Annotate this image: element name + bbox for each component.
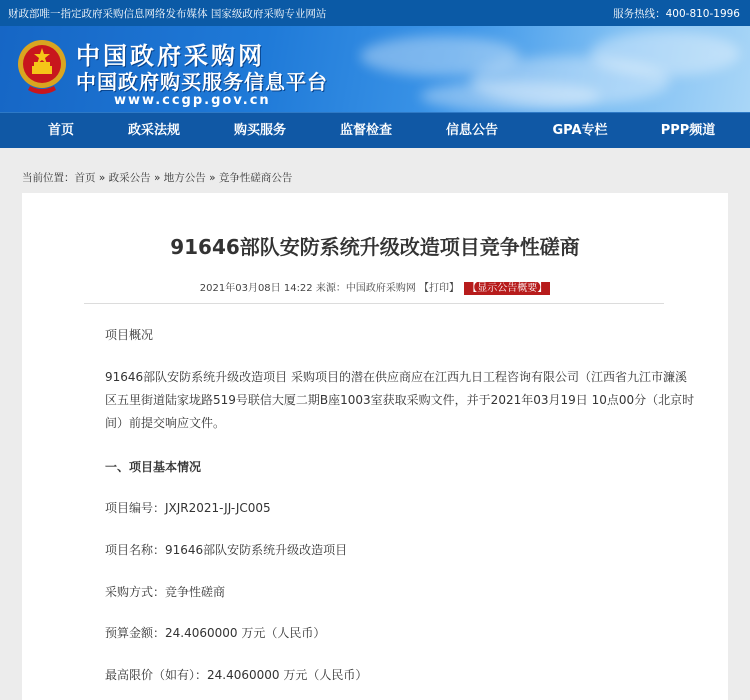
site-banner bbox=[0, 26, 750, 112]
breadcrumb-link-announcements[interactable]: 政采公告 bbox=[108, 172, 151, 184]
nav-item-announcements[interactable]: 信息公告 bbox=[445, 123, 498, 138]
breadcrumb-prefix: 当前位置： bbox=[22, 172, 75, 184]
publish-date: 2021年03月08日 14:22 bbox=[199, 283, 313, 294]
breadcrumb-separator: » bbox=[98, 172, 106, 184]
nav-item-regulations[interactable]: 政采法规 bbox=[127, 123, 180, 138]
procurement-method: 采购方式：竞争性磋商 bbox=[105, 585, 226, 599]
overview-line-2: 区五里街道陆家垅路519号联信大厦二期B座1003室获取采购文件，并于2021年03月19日 10点00分（北京时 bbox=[105, 393, 695, 407]
breadcrumb-link-home[interactable]: 首页 bbox=[74, 172, 96, 184]
show-summary-button[interactable]: 【显示公告概要】 bbox=[464, 282, 550, 295]
site-url: www.ccgp.gov.cn bbox=[114, 93, 271, 108]
nav-item-gpa[interactable]: GPA专栏 bbox=[552, 123, 608, 138]
budget-amount: 预算金额：24.4060000 万元（人民币） bbox=[105, 626, 326, 640]
source-label: 来源： bbox=[315, 283, 346, 294]
top-info-bar bbox=[0, 0, 750, 26]
article-title: 91646部队安防系统升级改造项目竞争性磋商 bbox=[170, 235, 580, 259]
nav-item-supervision[interactable]: 监督检查 bbox=[339, 123, 392, 138]
site-subtitle: 中国政府购买服务信息平台 bbox=[76, 70, 328, 94]
article-card bbox=[22, 193, 728, 700]
nav-item-ppp[interactable]: PPP频道 bbox=[660, 123, 716, 138]
title-divider bbox=[84, 303, 664, 304]
breadcrumb-separator: » bbox=[153, 172, 161, 184]
article-meta bbox=[22, 279, 728, 295]
breadcrumb-link-local[interactable]: 地方公告 bbox=[163, 172, 206, 184]
project-name: 项目名称：91646部队安防系统升级改造项目 bbox=[105, 543, 348, 557]
breadcrumb bbox=[22, 170, 292, 185]
overview-heading: 项目概况 bbox=[105, 328, 154, 342]
national-emblem-icon bbox=[14, 34, 70, 100]
main-nav bbox=[0, 112, 750, 148]
overview-line-1: 91646部队安防系统升级改造项目 采购项目的潜在供应商应在江西九日工程咨询有限公司（江西省九江市濂溪 bbox=[105, 370, 687, 384]
service-hotline: 服务热线：400-810-1996 bbox=[613, 8, 740, 20]
nav-item-services[interactable]: 购买服务 bbox=[233, 123, 286, 138]
breadcrumb-separator: » bbox=[209, 172, 216, 184]
max-price: 最高限价（如有）：24.4060000 万元（人民币） bbox=[105, 668, 368, 682]
breadcrumb-link-consultation[interactable]: 竞争性磋商公告 bbox=[218, 172, 293, 184]
source-name: 中国政府采购网 bbox=[345, 283, 416, 294]
project-number: 项目编号：JXJR2021-JJ-JC005 bbox=[105, 501, 271, 515]
section-heading-basic-info: 一、项目基本情况 bbox=[105, 460, 202, 474]
nav-item-home[interactable]: 首页 bbox=[47, 123, 74, 138]
site-name: 中国政府采购网 bbox=[76, 42, 265, 70]
overview-line-3: 间）前提交响应文件。 bbox=[105, 416, 226, 430]
print-link[interactable]: 【打印】 bbox=[419, 283, 460, 294]
media-statement: 财政部唯一指定政府采购信息网络发布媒体 国家级政府采购专业网站 bbox=[8, 8, 327, 20]
